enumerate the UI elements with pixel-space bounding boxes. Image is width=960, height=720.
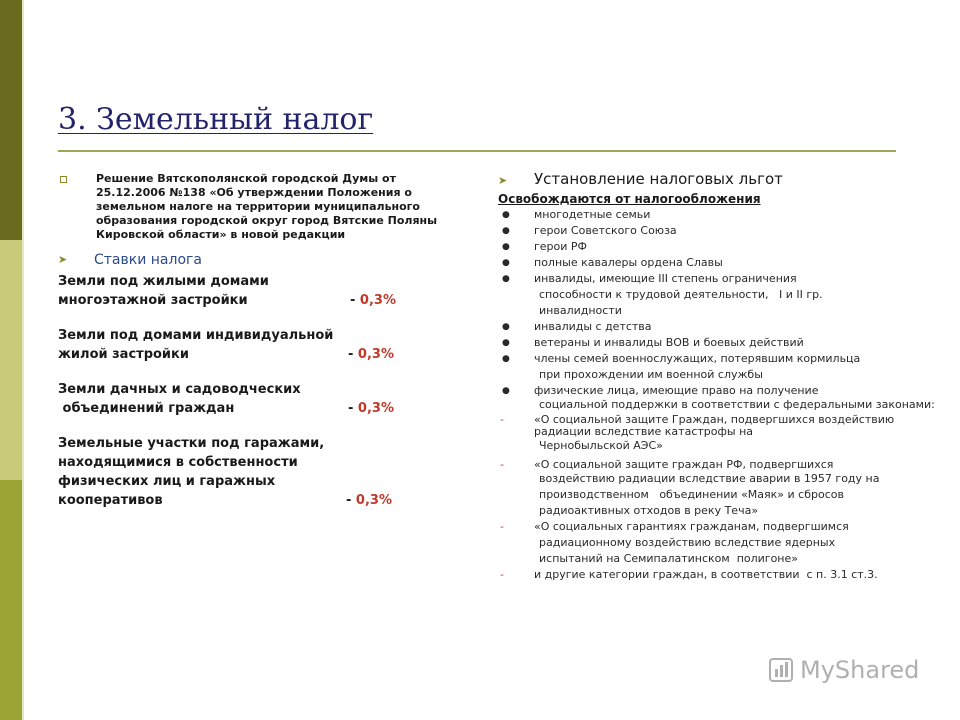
list-item: ● физические лица, имеющие право на получение bbox=[502, 384, 819, 397]
rate-garages: Земельные участки под гаражами, находящимися в собственности физических лиц и гаражных кооперативов - 0,3% bbox=[58, 436, 392, 508]
law-item-continuation: воздействию радиации вследствие аварии в 1957 году на bbox=[539, 472, 880, 485]
law-item: - «О социальной защите граждан РФ, подвергшихся bbox=[500, 458, 834, 471]
list-item: ● герои РФ bbox=[502, 240, 588, 253]
law-item-continuation: испытаний на Семипалатинском полигоне» bbox=[539, 552, 798, 565]
title-rule bbox=[58, 150, 896, 152]
dash-bullet-icon: - bbox=[500, 568, 504, 581]
dot-bullet-icon: ● bbox=[502, 322, 510, 332]
rate-value: - 0,3% bbox=[346, 493, 392, 508]
dot-bullet-icon: ● bbox=[502, 258, 510, 268]
rate-dacha-garden: Земли дачных и садоводческих объединений граждан - 0,3% bbox=[58, 382, 394, 416]
dash-bullet-icon: - bbox=[500, 458, 504, 471]
myshared-logo-icon bbox=[768, 657, 794, 683]
list-item-continuation: при прохождении им военной службы bbox=[539, 368, 763, 381]
slide-title: 3. Земельный налог bbox=[58, 102, 374, 137]
list-item: ● инвалиды, имеющие III степень ограничения bbox=[502, 272, 797, 285]
list-item: ● инвалиды с детства bbox=[502, 320, 652, 333]
dash-bullet-icon: - bbox=[500, 520, 504, 533]
list-item-continuation: способности к трудовой деятельности, I и II гр. bbox=[539, 288, 823, 301]
list-item: ● герои Советского Союза bbox=[502, 224, 677, 237]
law-item-continuation: производственном объединении «Маяк» и сбросов bbox=[539, 488, 844, 501]
rate-value: - 0,3% bbox=[348, 347, 394, 362]
law-item-continuation: радиационному воздействию вследствие ядерных bbox=[539, 536, 836, 549]
dot-bullet-icon: ● bbox=[502, 338, 510, 348]
side-bar-top bbox=[0, 0, 22, 240]
rate-value: - 0,3% bbox=[348, 401, 394, 416]
law-item-continuation: радиоактивных отходов в реку Теча» bbox=[539, 504, 759, 517]
law-item-continuation: Чернобыльской АЭС» bbox=[539, 439, 663, 452]
arrow-bullet-icon: ➤ bbox=[58, 253, 68, 266]
list-item: ● ветераны и инвалиды ВОВ и боевых действий bbox=[502, 336, 804, 349]
side-bar-middle bbox=[0, 240, 22, 480]
exempt-heading: Освобождаются от налогообложения bbox=[498, 192, 761, 206]
square-bullet-icon bbox=[60, 176, 67, 183]
rates-heading: ➤ Ставки налога bbox=[58, 252, 202, 268]
side-bar-bottom bbox=[0, 480, 22, 720]
list-item: ● полные кавалеры ордена Славы bbox=[502, 256, 723, 269]
decree-paragraph: Решение Вятскополянской городской Думы от 25.12.2006 №138 «Об утверждении Положения о земельном налоге на территории муниципального образования городской округ город Вятские Поляны Кировской области» в новой редакции bbox=[58, 172, 468, 242]
list-item: ● члены семей военнослужащих, потерявшим кормильца bbox=[502, 352, 861, 365]
arrow-bullet-icon: ➤ bbox=[498, 174, 508, 187]
watermark-text: MyShared bbox=[800, 656, 920, 684]
side-divider bbox=[22, 0, 24, 720]
left-column bbox=[58, 172, 468, 526]
law-item: - «О социальных гарантиях гражданам, подвергшимся bbox=[500, 520, 849, 533]
benefits-heading: ➤ Установление налоговых льгот bbox=[498, 170, 783, 188]
law-item: - и другие категории граждан, в соответствии с п. 3.1 ст.3. bbox=[500, 568, 878, 581]
rate-residential-multi: Земли под жилыми домами многоэтажной застройки - 0,3% bbox=[58, 274, 396, 308]
list-item: ● многодетные семьи bbox=[502, 208, 651, 221]
watermark bbox=[768, 656, 919, 684]
dot-bullet-icon: ● bbox=[502, 274, 510, 284]
list-item-continuation: социальной поддержки в соответствии с федеральными законами: bbox=[539, 398, 935, 411]
right-column bbox=[498, 170, 936, 581]
dot-bullet-icon: ● bbox=[502, 386, 510, 396]
dot-bullet-icon: ● bbox=[502, 210, 510, 220]
dash-bullet-icon: - bbox=[500, 413, 504, 426]
list-item-continuation: инвалидности bbox=[539, 304, 622, 317]
dot-bullet-icon: ● bbox=[502, 226, 510, 236]
dot-bullet-icon: ● bbox=[502, 242, 510, 252]
law-item: - «О социальной защите Граждан, подвергшихся воздействию радиации вследствие катастрофы на bbox=[500, 413, 895, 438]
rate-residential-individual: Земли под домами индивидуальной жилой застройки - 0,3% bbox=[58, 328, 394, 362]
dot-bullet-icon: ● bbox=[502, 354, 510, 364]
rate-value: - 0,3% bbox=[350, 293, 396, 308]
